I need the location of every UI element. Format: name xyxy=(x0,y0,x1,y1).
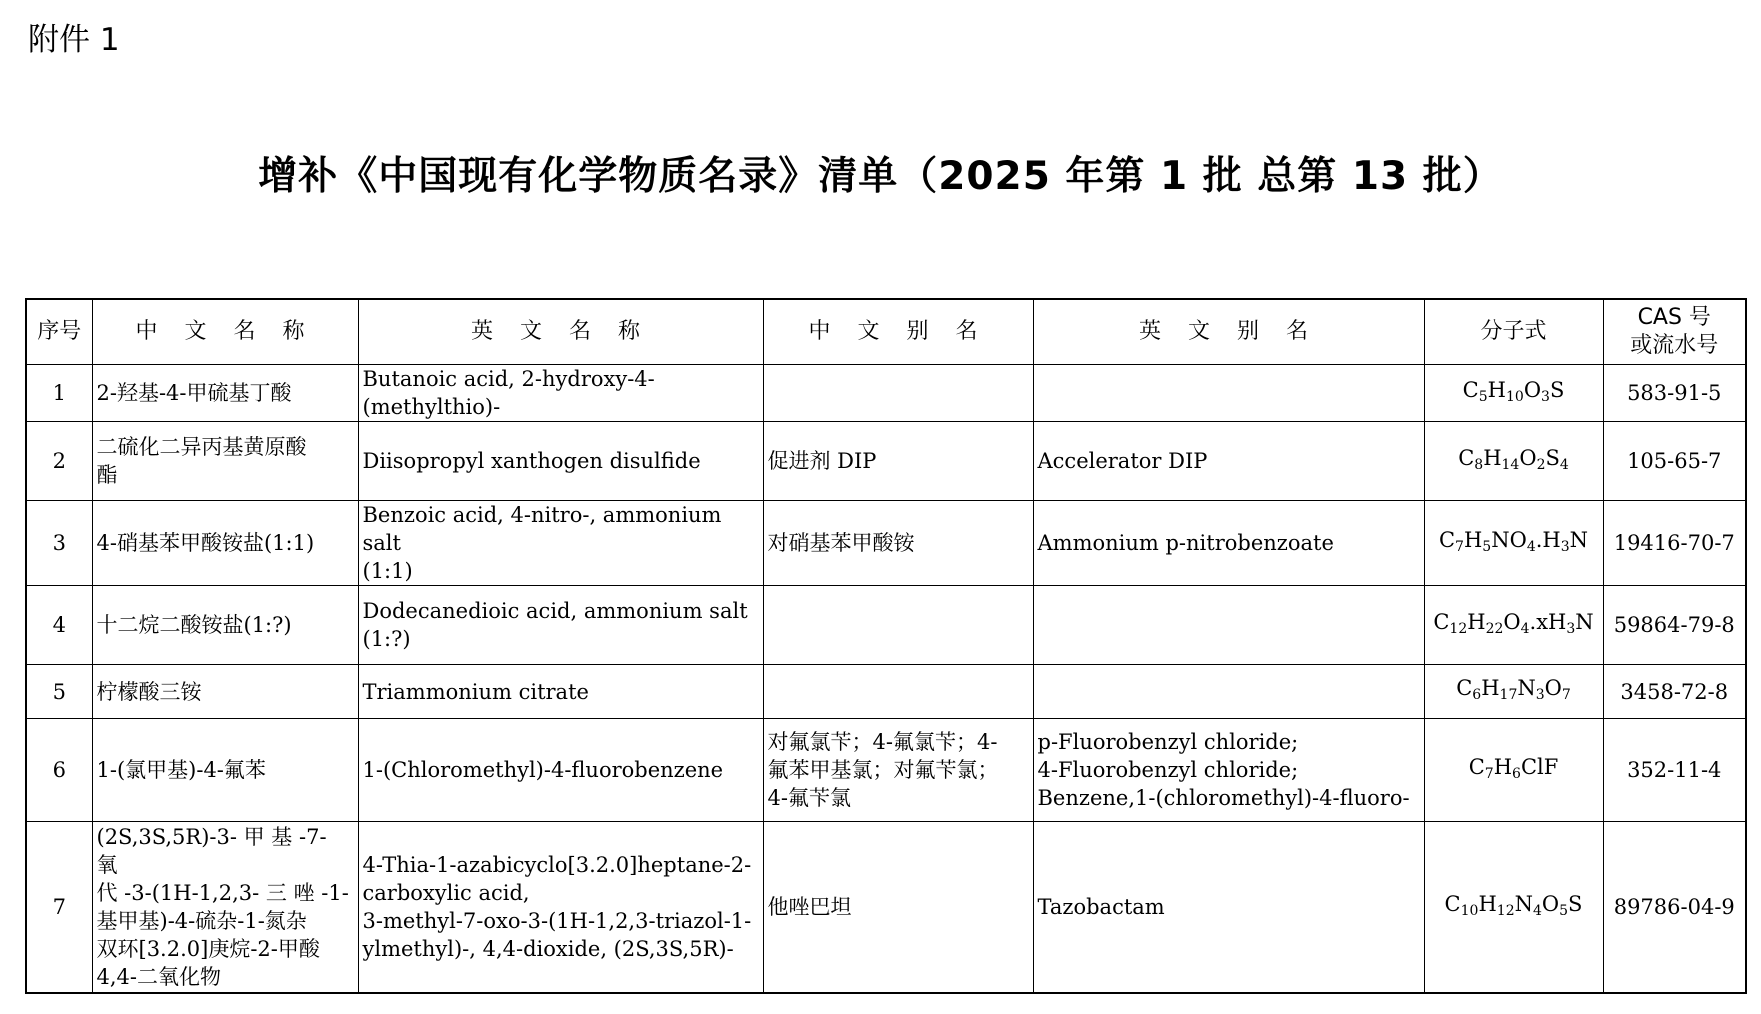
cell-cas: 19416-70-7 xyxy=(1603,501,1746,586)
formula-subscript: 12 xyxy=(1496,902,1515,919)
cell-cn-name xyxy=(92,665,358,719)
cell-en-alias xyxy=(1033,586,1424,665)
formula-text: H xyxy=(1493,754,1513,779)
cell-text-line: Accelerator DIP xyxy=(1037,449,1208,473)
formula-text: C xyxy=(1438,527,1456,552)
cell-text-line: 促进剂 DIP xyxy=(767,449,877,473)
formula-text: N xyxy=(1514,891,1533,916)
header-cn-name: 中 文 名 称 xyxy=(92,299,358,365)
cell-cn-alias xyxy=(763,719,1033,822)
cell-formula xyxy=(1424,665,1603,719)
formula-subscript: 8 xyxy=(1474,456,1484,473)
formula-text: O xyxy=(1544,676,1562,700)
formula-subscript: 22 xyxy=(1485,620,1504,637)
cell-en-name xyxy=(358,719,763,822)
table-row xyxy=(26,586,1746,665)
formula-text: C xyxy=(1456,676,1473,700)
cell-text-line: (1:?) xyxy=(362,627,411,651)
formula-text: C xyxy=(1444,891,1461,916)
cell-en-alias xyxy=(1033,822,1424,994)
formula-subscript: 14 xyxy=(1501,456,1520,473)
cell-text-line: 4,4-二氧化物 xyxy=(96,965,221,989)
cell-seq: 6 xyxy=(26,719,92,822)
formula-text: S xyxy=(1545,445,1560,470)
table-row xyxy=(26,365,1746,422)
cell-text-line: 4-Fluorobenzyl chloride; xyxy=(1037,758,1299,782)
formula-text: C xyxy=(1433,609,1450,634)
attachment-label: 附件 1 xyxy=(28,22,120,58)
cell-cn-name xyxy=(92,586,358,665)
formula-text: O xyxy=(1541,891,1560,916)
formula-text: H xyxy=(1487,377,1506,402)
formula-text: N xyxy=(1575,609,1594,634)
cell-cn-name xyxy=(92,422,358,501)
cell-text-line: Butanoic acid, 2-hydroxy-4-(methylthio)- xyxy=(362,367,655,419)
formula-subscript: 5 xyxy=(1478,388,1488,405)
cell-text-line: 基甲基)-4-硫杂-1-氮杂 xyxy=(96,909,307,933)
table-row xyxy=(26,822,1746,994)
cell-cn-name xyxy=(92,719,358,822)
cell-en-alias xyxy=(1033,422,1424,501)
formula-subscript: 3 xyxy=(1566,620,1576,637)
table-row xyxy=(26,719,1746,822)
cell-en-alias xyxy=(1033,665,1424,719)
document-title: 增补《中国现有化学物质名录》清单（2025 年第 1 批 总第 13 批） xyxy=(258,154,1503,199)
cell-text-line: Benzoic acid, 4-nitro-, ammonium salt xyxy=(362,503,722,555)
formula-text: C xyxy=(1462,377,1479,402)
cell-text-line: Dodecanedioic acid, ammonium salt xyxy=(362,599,748,623)
formula-text: C xyxy=(1458,445,1475,470)
cell-text-line: 1-(Chloromethyl)-4-fluorobenzene xyxy=(362,758,724,782)
formula-text: .xH xyxy=(1529,609,1567,634)
formula-subscript: 6 xyxy=(1472,687,1482,703)
table-row xyxy=(26,422,1746,501)
cell-formula xyxy=(1424,719,1603,822)
cell-text-line: 2-羟基-4-甲硫基丁酸 xyxy=(96,381,292,405)
cell-en-name xyxy=(358,501,763,586)
cell-en-name xyxy=(358,822,763,994)
cell-seq: 7 xyxy=(26,822,92,994)
formula-text: NO xyxy=(1491,527,1527,552)
cell-text-line: (2S,3S,5R)-3- 甲 基 -7- 氧 xyxy=(96,825,327,877)
formula-text: H xyxy=(1483,445,1502,470)
formula-text: C xyxy=(1468,754,1485,779)
formula-subscript: 2 xyxy=(1536,456,1546,473)
cell-text-line: 代 -3-(1H-1,2,3- 三 唑 -1- xyxy=(96,881,349,905)
formula-subscript: 4 xyxy=(1532,902,1542,919)
formula-subscript: 3 xyxy=(1541,388,1550,405)
cell-cn-name xyxy=(92,365,358,422)
cell-text-line: Triammonium citrate xyxy=(362,679,589,704)
cell-en-name xyxy=(358,665,763,719)
formula-subscript: 6 xyxy=(1512,765,1521,782)
formula-subscript: 10 xyxy=(1505,388,1524,405)
cell-cn-alias xyxy=(763,822,1033,994)
cell-seq: 1 xyxy=(26,365,92,422)
formula-subscript: 17 xyxy=(1499,687,1518,703)
cell-formula xyxy=(1424,822,1603,994)
cell-en-alias xyxy=(1033,719,1424,822)
formula-subscript: 5 xyxy=(1559,902,1569,919)
cell-text-line: 双环[3.2.0]庚烷-2-甲酸 xyxy=(96,937,320,961)
cell-seq: 2 xyxy=(26,422,92,501)
formula-subscript: 3 xyxy=(1535,687,1545,703)
formula-subscript: 10 xyxy=(1460,902,1479,919)
formula-text: .H xyxy=(1535,527,1561,552)
cell-text-line: 柠檬酸三铵 xyxy=(96,679,202,704)
cell-cn-alias xyxy=(763,422,1033,501)
cell-text-line: Ammonium p-nitrobenzoate xyxy=(1037,531,1334,555)
formula-subscript: 7 xyxy=(1455,538,1464,555)
cell-text-line: ylmethyl)-, 4,4-dioxide, (2S,3S,5R)- xyxy=(362,937,734,961)
cell-formula xyxy=(1424,586,1603,665)
cell-formula xyxy=(1424,422,1603,501)
cell-text-line: 酯 xyxy=(96,463,118,487)
cell-text-line: (1:1) xyxy=(362,559,413,583)
cell-text-line: 1-(氯甲基)-4-氟苯 xyxy=(96,758,266,782)
cell-en-alias xyxy=(1033,501,1424,586)
header-en-alias: 英 文 别 名 xyxy=(1033,299,1424,365)
formula-text: S xyxy=(1568,891,1583,916)
header-cas-line2: 或流水号 xyxy=(1630,333,1719,358)
formula-text: S xyxy=(1549,377,1565,402)
cell-text-line: 二硫化二异丙基黄原酸 xyxy=(96,435,307,459)
table-row xyxy=(26,665,1746,719)
table-header-row xyxy=(26,299,1746,365)
cell-cas: 583-91-5 xyxy=(1603,365,1746,422)
formula-text: H xyxy=(1467,609,1486,634)
formula-text: H xyxy=(1463,527,1483,552)
cell-text-line: 对氟氯苄；4-氟氯苄；4- xyxy=(767,730,998,754)
cell-cn-alias xyxy=(763,586,1033,665)
table-body xyxy=(26,365,1746,994)
cell-formula xyxy=(1424,501,1603,586)
cell-cas: 89786-04-9 xyxy=(1603,822,1746,994)
cell-text-line: 他唑巴坦 xyxy=(767,895,852,919)
cell-cas: 352-11-4 xyxy=(1603,719,1746,822)
cell-en-alias xyxy=(1033,365,1424,422)
cell-cn-name xyxy=(92,501,358,586)
cell-en-name xyxy=(358,586,763,665)
formula-subscript: 4 xyxy=(1520,620,1530,637)
cell-seq: 4 xyxy=(26,586,92,665)
cell-text-line: 4-硝基苯甲酸铵盐(1:1) xyxy=(96,531,315,555)
cell-en-name xyxy=(358,422,763,501)
cell-en-name xyxy=(358,365,763,422)
formula-text: N xyxy=(1517,676,1536,700)
formula-subscript: 7 xyxy=(1484,765,1494,782)
cell-text-line: Tazobactam xyxy=(1037,895,1165,919)
cell-text-line: 4-Thia-1-azabicyclo[3.2.0]heptane-2- xyxy=(362,853,752,877)
cell-text-line: carboxylic acid, xyxy=(362,881,530,905)
header-cas-line1: CAS 号 xyxy=(1637,305,1711,330)
formula-text: O xyxy=(1523,377,1542,402)
formula-subscript: 4 xyxy=(1526,538,1536,555)
table-row xyxy=(26,501,1746,586)
cell-cas: 105-65-7 xyxy=(1603,422,1746,501)
cell-cas: 3458-72-8 xyxy=(1603,665,1746,719)
cell-text-line: p-Fluorobenzyl chloride; xyxy=(1037,730,1299,754)
header-seq: 序号 xyxy=(26,299,92,365)
cell-cas: 59864-79-8 xyxy=(1603,586,1746,665)
formula-text: H xyxy=(1481,676,1500,700)
formula-text: ClF xyxy=(1520,754,1559,779)
cell-text-line: 氟苯甲基氯；对氟苄氯； xyxy=(767,758,999,782)
header-cn-alias: 中 文 别 名 xyxy=(763,299,1033,365)
cell-seq: 3 xyxy=(26,501,92,586)
chemical-list-table xyxy=(25,298,1747,994)
cell-cn-alias xyxy=(763,365,1033,422)
cell-cn-name xyxy=(92,822,358,994)
cell-text-line: 十二烷二酸铵盐(1:?) xyxy=(96,613,292,637)
header-en-name: 英 文 名 称 xyxy=(358,299,763,365)
formula-subscript: 5 xyxy=(1482,538,1492,555)
cell-text-line: Benzene,1-(chloromethyl)-4-fluoro- xyxy=(1037,786,1410,810)
formula-subscript: 4 xyxy=(1559,456,1569,473)
cell-text-line: Diisopropyl xanthogen disulfide xyxy=(362,449,701,473)
cell-text-line: 对硝基苯甲酸铵 xyxy=(767,531,915,555)
formula-subscript: 12 xyxy=(1449,620,1468,637)
formula-text: O xyxy=(1503,609,1521,634)
formula-subscript: 7 xyxy=(1561,687,1571,703)
cell-cn-alias xyxy=(763,501,1033,586)
formula-text: O xyxy=(1519,445,1537,470)
cell-text-line: 3-methyl-7-oxo-3-(1H-1,2,3-triazol-1- xyxy=(362,909,752,933)
header-cas xyxy=(1603,299,1746,365)
cell-cn-alias xyxy=(763,665,1033,719)
cell-seq: 5 xyxy=(26,665,92,719)
formula-text: H xyxy=(1478,891,1497,916)
formula-subscript: 3 xyxy=(1560,538,1570,555)
formula-text: N xyxy=(1569,527,1589,552)
cell-formula xyxy=(1424,365,1603,422)
header-formula: 分子式 xyxy=(1424,299,1603,365)
cell-text-line: 4-氟苄氯 xyxy=(767,786,851,810)
